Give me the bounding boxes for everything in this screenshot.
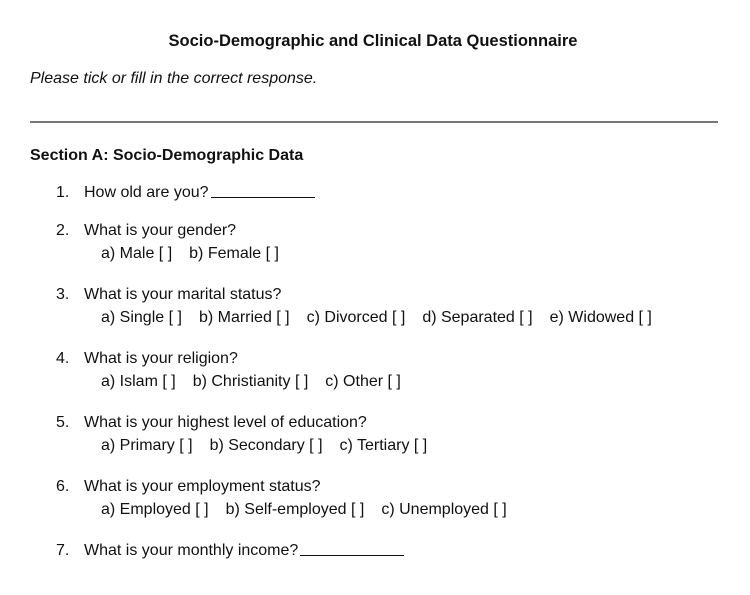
religion-option-islam[interactable]: a) Islam [ ] [101, 373, 176, 390]
question-number: 3. [56, 286, 70, 303]
marital-option-married[interactable]: b) Married [ ] [198, 309, 290, 326]
question-text: What is your marital status? [84, 286, 282, 303]
question-1 [56, 184, 746, 202]
employment-option-employed[interactable]: a) Employed [ ] [101, 501, 209, 518]
instructions-text: Please tick or fill in the correct response. [30, 70, 318, 87]
question-number: 1. [56, 184, 70, 201]
question-3 [56, 286, 746, 327]
question-text: What is your highest level of education? [84, 414, 367, 431]
marital-option-single[interactable]: a) Single [ ] [101, 309, 182, 326]
education-option-secondary[interactable]: b) Secondary [ ] [209, 437, 323, 454]
employment-option-unemployed[interactable]: c) Unemployed [ ] [381, 501, 507, 518]
question-number: 7. [56, 542, 70, 559]
section-a-heading: Section A: Socio-Demographic Data [30, 147, 304, 164]
age-answer-blank[interactable] [211, 197, 315, 198]
question-text: What is your monthly income? [84, 542, 299, 559]
marital-option-separated[interactable]: d) Separated [ ] [422, 309, 533, 326]
gender-option-male[interactable]: a) Male [ ] [101, 245, 173, 262]
income-answer-blank[interactable] [300, 555, 404, 556]
marital-option-divorced[interactable]: c) Divorced [ ] [306, 309, 406, 326]
marital-option-widowed[interactable]: e) Widowed [ ] [549, 309, 652, 326]
question-6 [56, 478, 746, 519]
employment-option-self-employed[interactable]: b) Self-employed [ ] [225, 501, 365, 518]
question-number: 5. [56, 414, 70, 431]
question-text: What is your religion? [84, 350, 238, 367]
question-text: What is your gender? [84, 222, 237, 239]
question-number: 2. [56, 222, 70, 239]
horizontal-divider [30, 121, 718, 123]
question-text: What is your employment status? [84, 478, 321, 495]
education-option-primary[interactable]: a) Primary [ ] [101, 437, 193, 454]
question-7 [56, 542, 746, 560]
question-number: 4. [56, 350, 70, 367]
document-title: Socio-Demographic and Clinical Data Questionnaire [168, 32, 578, 50]
religion-option-other[interactable]: c) Other [ ] [325, 373, 401, 390]
question-number: 6. [56, 478, 70, 495]
question-2 [56, 222, 746, 263]
question-4 [56, 350, 746, 391]
education-option-tertiary[interactable]: c) Tertiary [ ] [339, 437, 428, 454]
question-text: How old are you? [84, 184, 209, 201]
gender-option-female[interactable]: b) Female [ ] [189, 245, 279, 262]
religion-option-christianity[interactable]: b) Christianity [ ] [192, 373, 309, 390]
question-5 [56, 414, 746, 455]
